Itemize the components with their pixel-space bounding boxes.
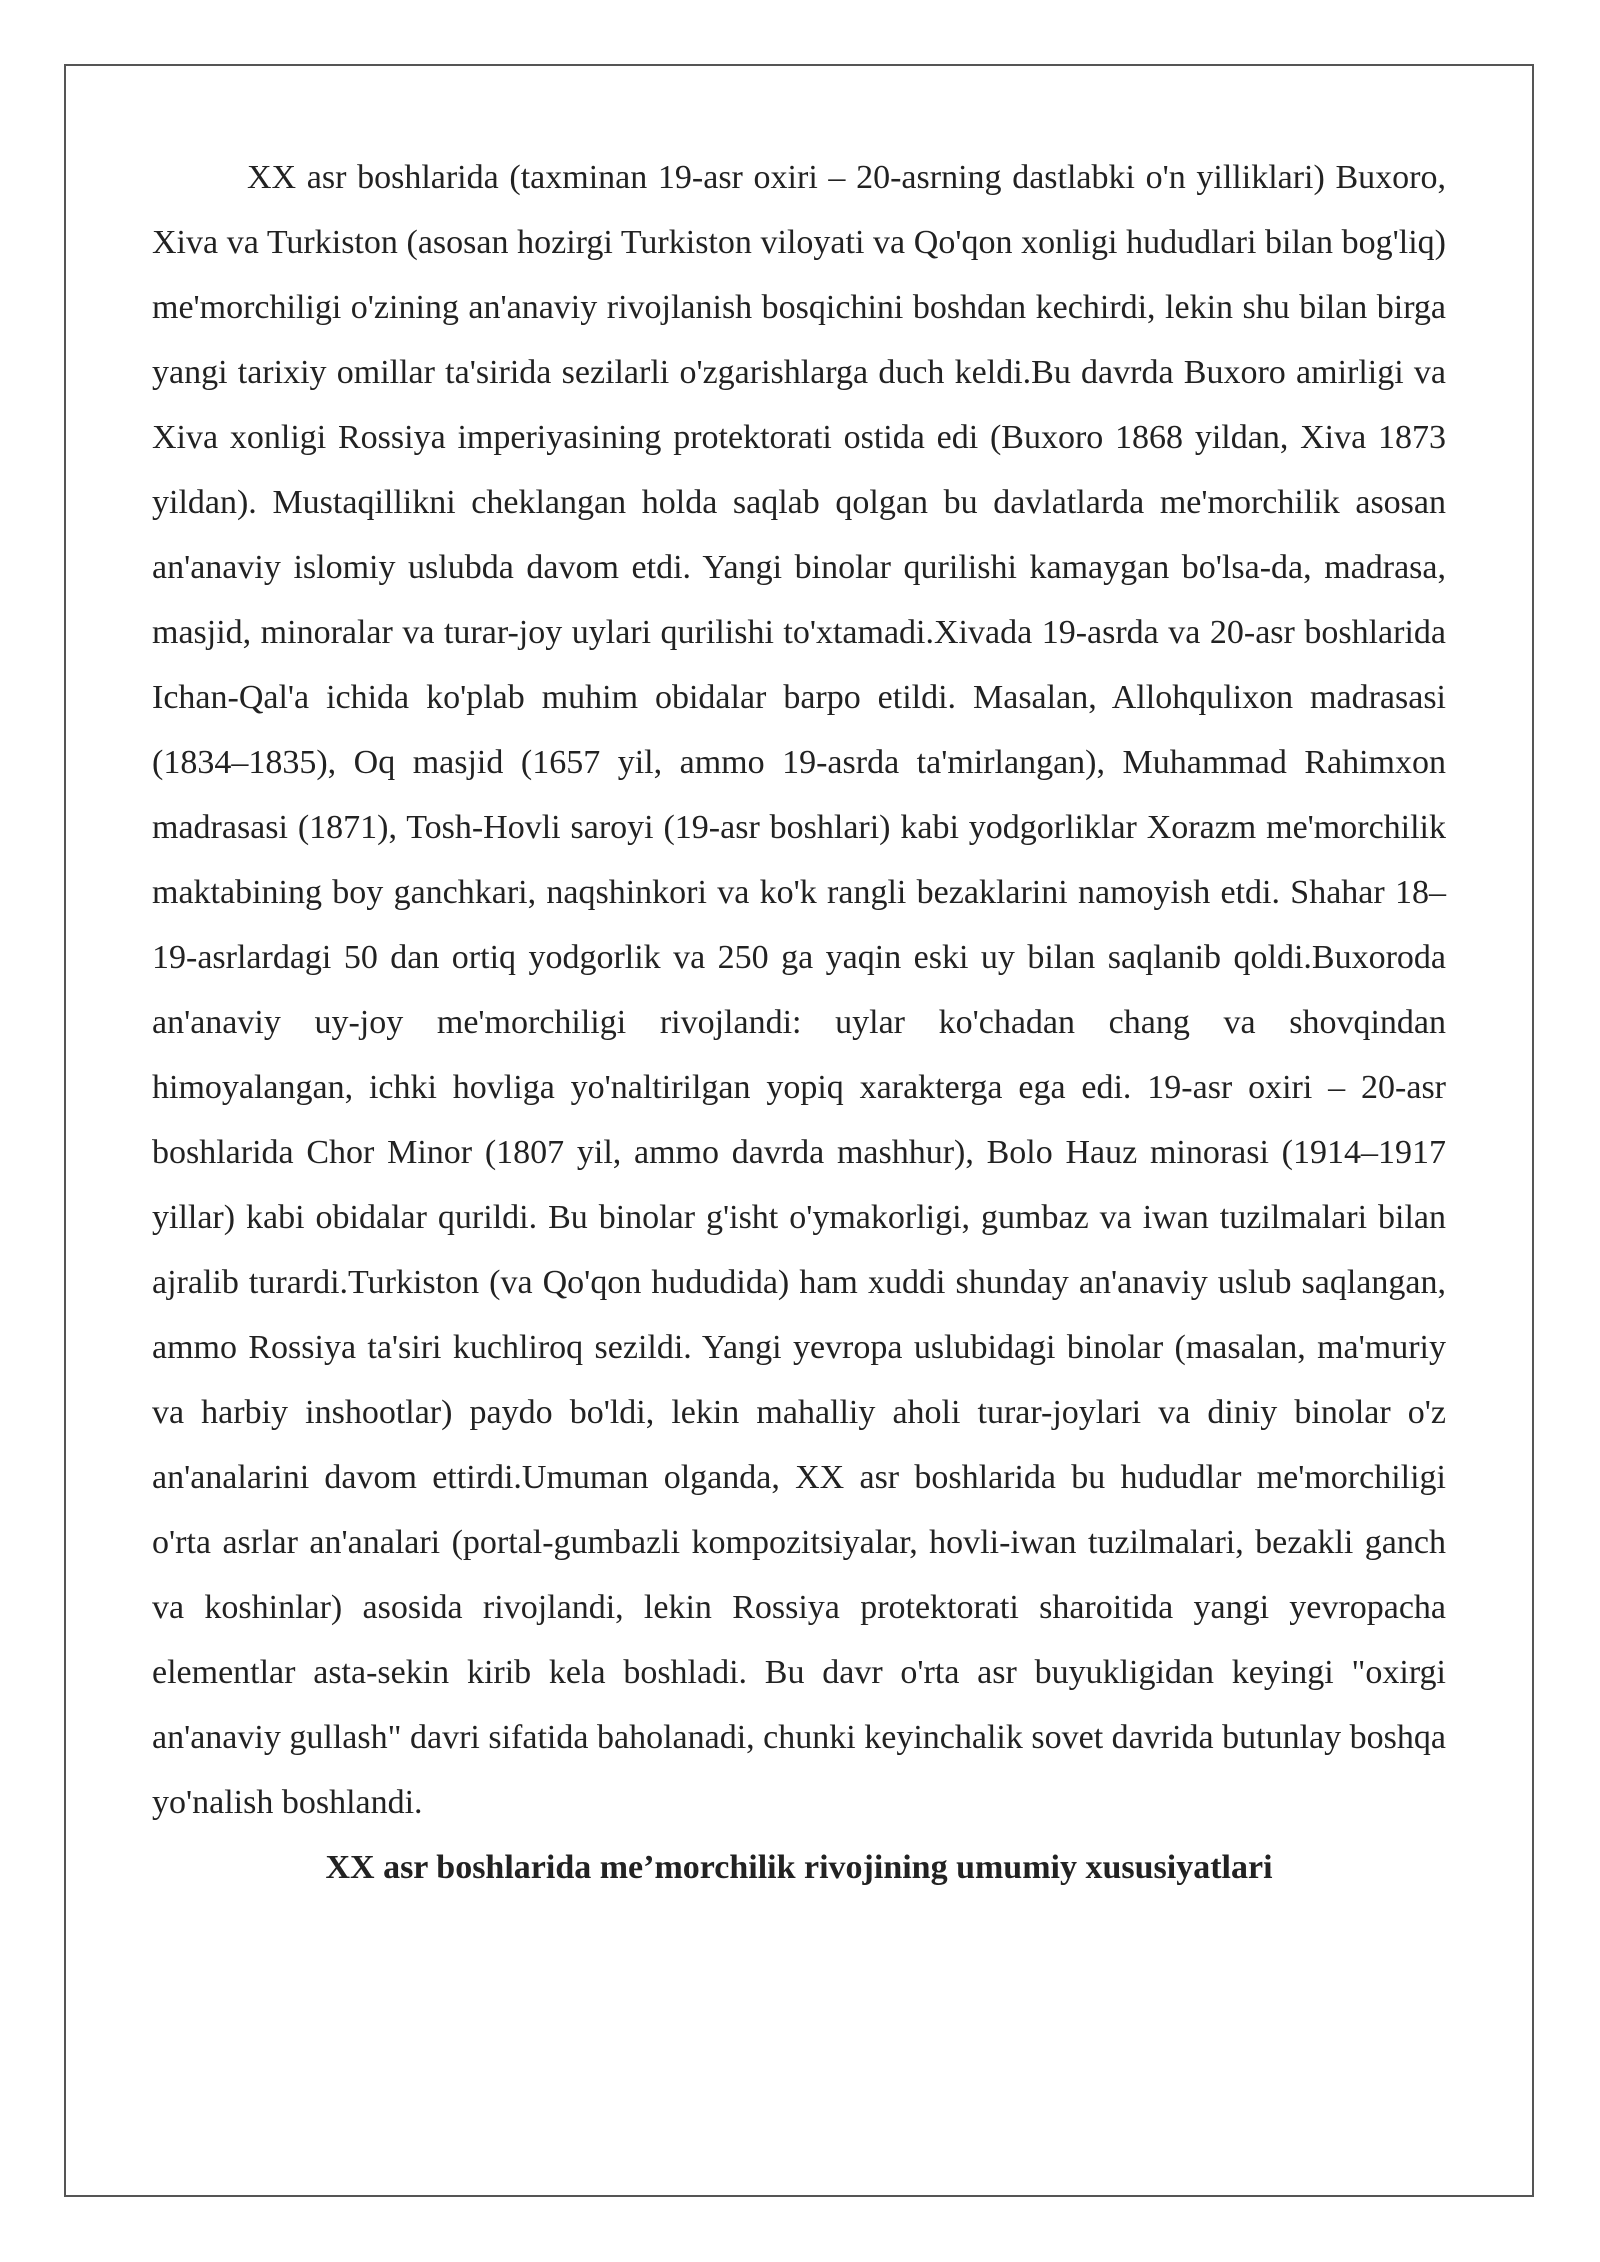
document-content <box>152 145 1446 1900</box>
section-heading: XX asr boshlarida me’morchilik rivojining umumiy xususiyatlari <box>325 1849 1273 1886</box>
body-paragraph: XX asr boshlarida (taxminan 19-asr oxiri – 20-asrning dastlabki o'n yilliklari) Buxoro, Xiva va Turkiston (asosan hozirgi Turkiston viloyati va Qo'qon xonligi hududlari bilan bog'liq) me'morchiligi o'zining an'anaviy rivojlanish bosqichini boshdan kechirdi, lekin shu bilan birga yangi tarixiy omillar ta'sirida sezilarli o'zgarishlarga duch keldi.Bu davrda Buxoro amirligi va Xiva xonligi Rossiya imperiyasining protektorati ostida edi (Buxoro 1868 yildan, Xiva 1873 yildan). Mustaqillikni cheklangan holda saqlab qolgan bu davlatlarda me'morchilik asosan an'anaviy islomiy uslubda davom etdi. Yangi binolar qurilishi kamaygan bo'lsa-da, madrasa, masjid, minoralar va turar-joy uylari qurilishi to'xtamadi.Xivada 19-asrda va 20-asr boshlarida Ichan-Qal'a ichida ko'plab muhim obidalar barpo etildi. Masalan, Allohqulixon madrasasi (1834–1835), Oq masjid (1657 yil, ammo 19-asrda ta'mirlangan), Muhammad Rahimxon madrasasi (1871), Tosh-Hovli saroyi (19-asr boshlari) kabi yodgorliklar Xorazm me'morchilik maktabining boy ganchkari, naqshinkori va ko'k rangli bezaklarini namoyish etdi. Shahar 18–19-asrlardagi 50 dan ortiq yodgorlik va 250 ga yaqin eski uy bilan saqlanib qoldi.Buxoroda an'anaviy uy-joy me'morchiligi rivojlandi: uylar ko'chadan chang va shovqindan himoyalangan, ichki hovliga yo'naltirilgan yopiq xarakterga ega edi. 19-asr oxiri – 20-asr boshlarida Chor Minor (1807 yil, ammo davrda mashhur), Bolo Hauz minorasi (1914–1917 yillar) kabi obidalar qurildi. Bu binolar g'isht o'ymakorligi, gumbaz va iwan tuzilmalari bilan ajralib turardi.Turkiston (va Qo'qon hududida) ham xuddi shunday an'anaviy uslub saqlangan, ammo Rossiya ta'siri kuchliroq sezildi. Yangi yevropa uslubidagi binolar (masalan, ma'muriy va harbiy inshootlar) paydo bo'ldi, lekin mahalliy aholi turar-joylari va diniy binolar o'z an'analarini davom ettirdi.Umuman olganda, XX asr boshlarida bu hududlar me'morchiligi o'rta asrlar an'analari (portal-gumbazli kompozitsiyalar, hovli-iwan tuzilmalari, bezakli ganch va koshinlar) asosida rivojlandi, lekin Rossiya protektorati sharoitida yangi yevropacha elementlar asta-sekin kirib kela boshladi. Bu davr o'rta asr buyukligidan keyingi "oxirgi an'anaviy gullash" davri sifatida baholanadi, chunki keyinchalik sovet davrida butunlay boshqa yo'nalish boshlandi. <box>152 159 1446 1821</box>
